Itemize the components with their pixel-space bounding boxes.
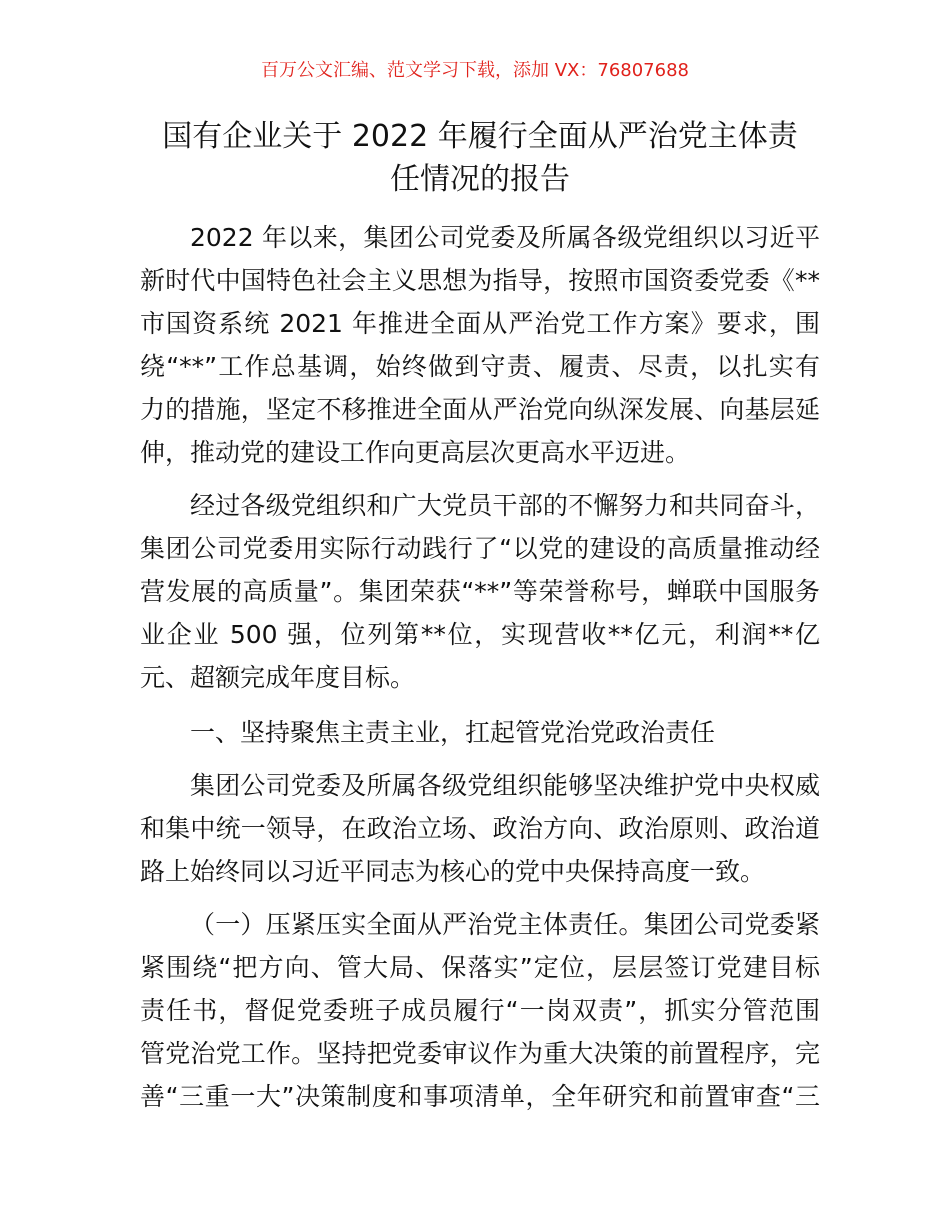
paragraph-line: 善“三重一大”决策制度和事项清单，全年研究和前置审查“三 (140, 1082, 820, 1111)
paragraph-line: 管党治党工作。坚持把党委审议作为重大决策的前置程序，完 (140, 1039, 820, 1068)
paragraph-line: 2022 年以来，集团公司党委及所属各级党组织以习近平 (190, 223, 820, 252)
document-title-line-1: 国有企业关于 2022 年履行全面从严治党主体责 (162, 119, 798, 154)
paragraph-line: 集团公司党委及所属各级党组织能够坚决维护党中央权威 (190, 771, 820, 800)
paragraph-line: 经过各级党组织和广大党员干部的不懈努力和共同奋斗， (190, 491, 820, 520)
paragraph-line: 业企业 500 强，位列第**位，实现营收**亿元，利润**亿 (140, 620, 820, 649)
paragraph-line: 市国资系统 2021 年推进全面从严治党工作方案》要求，围 (140, 309, 820, 338)
paragraph-line: 集团公司党委用实际行动践行了“以党的建设的高质量推动经 (140, 534, 820, 563)
paragraph-line: 元、超额完成年度目标。 (140, 663, 416, 692)
paragraph-line: 责任书，督促党委班子成员履行“一岗双责”，抓实分管范围 (140, 996, 820, 1025)
paragraph-line: 绕“**”工作总基调，始终做到守责、履责、尽责，以扎实有 (140, 352, 820, 381)
paragraph-line: 和集中统一领导，在政治立场、政治方向、政治原则、政治道 (140, 814, 820, 843)
paragraph-line: （一）压紧压实全面从严治党主体责任。集团公司党委紧 (190, 910, 820, 939)
paragraph-line: 新时代中国特色社会主义思想为指导，按照市国资委党委《** (140, 266, 820, 295)
document-title-line-2: 任情况的报告 (390, 162, 570, 197)
paragraph-line: 力的措施，坚定不移推进全面从严治党向纵深发展、向基层延 (140, 395, 820, 424)
paragraph-line: 营发展的高质量”。集团荣获“**”等荣誉称号，蝉联中国服务 (140, 577, 820, 606)
paragraph-line: 紧围绕“把方向、管大局、保落实”定位，层层签订党建目标 (140, 953, 820, 982)
watermark-header: 百万公文汇编、范文学习下载，添加 VX：76807688 (261, 60, 689, 81)
paragraph-line: 路上始终同以习近平同志为核心的党中央保持高度一致。 (140, 857, 766, 886)
section-heading: 一、坚持聚焦主责主业，扛起管党治党政治责任 (190, 718, 716, 747)
paragraph-line: 伸，推动党的建设工作向更高层次更高水平迈进。 (140, 438, 691, 467)
